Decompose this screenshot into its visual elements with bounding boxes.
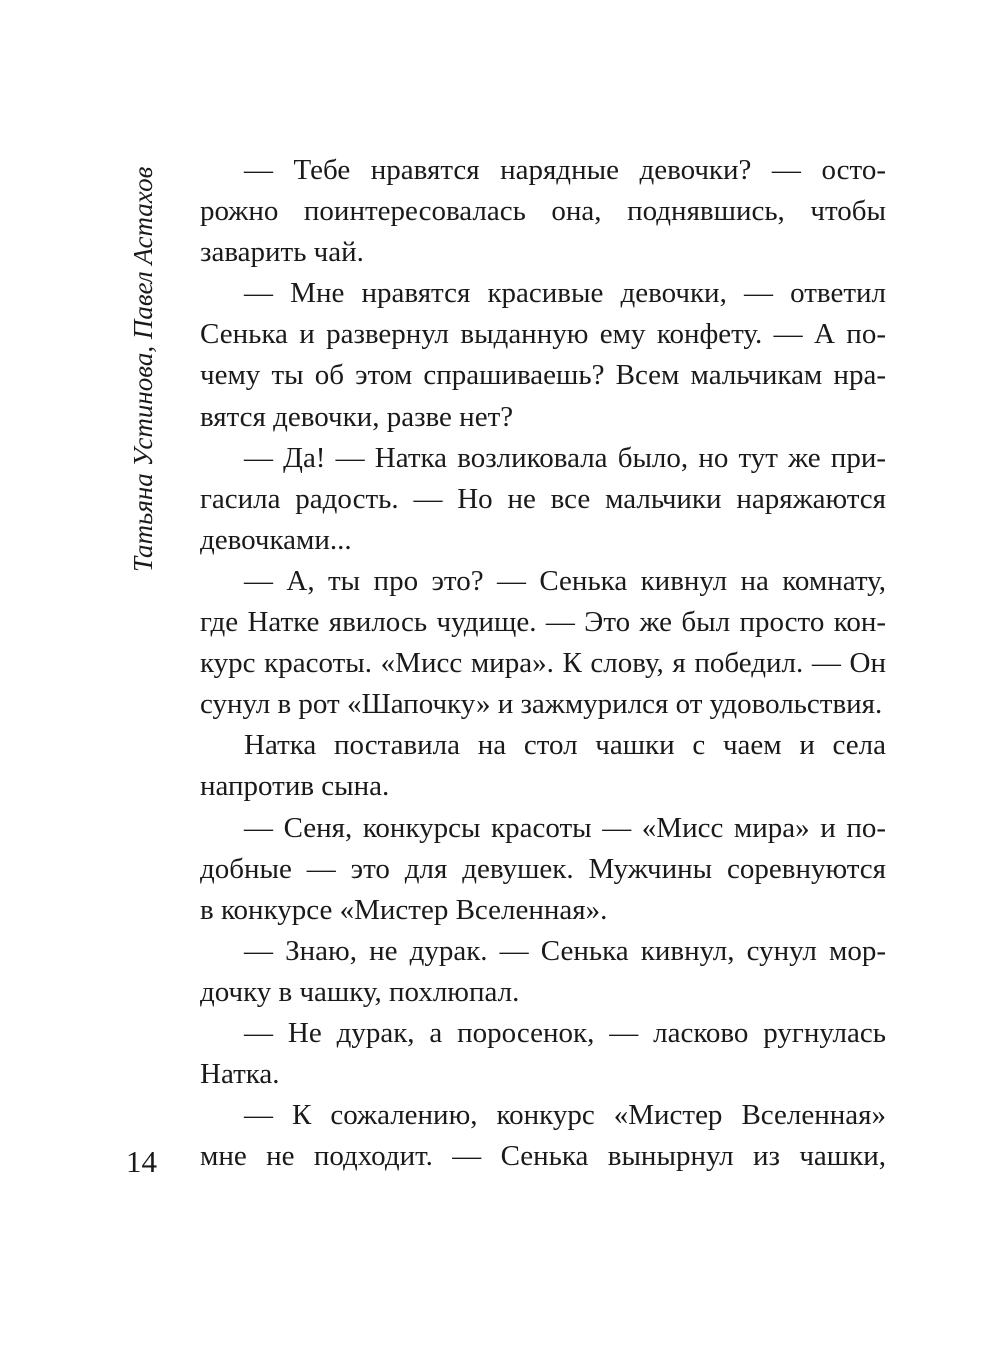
text-line: — К сожалению, конкурс «Мистер Вселенная»	[244, 1099, 886, 1132]
text-line: где Натке явилось чудище. — Это же был просто кон-	[200, 606, 886, 639]
text-line: заварить чай.	[200, 236, 364, 269]
running-head: Татьяна Устинова, Павел Астахов	[128, 166, 158, 572]
body-text	[200, 150, 886, 1177]
text-line: сунул в рот «Шапочку» и зажмурился от удовольствия.	[200, 688, 883, 721]
text-line: рожно поинтересовалась она, поднявшись, чтобы	[200, 195, 886, 228]
text-line: — Мне нравятся красивые девочки, — ответил	[244, 277, 886, 310]
text-line: напротив сына.	[200, 770, 390, 803]
text-line: гасила радость. — Но не все мальчики наряжаются	[200, 482, 886, 515]
text-line: Натка поставила на стол чашки с чаем и села	[244, 729, 886, 762]
text-line: Натка.	[200, 1058, 280, 1091]
text-line: девочками...	[200, 523, 352, 556]
text-line: — Знаю, не дурак. — Сенька кивнул, сунул мор-	[244, 934, 886, 967]
text-line: вятся девочки, разве нет?	[200, 400, 514, 433]
text-line: — Тебе нравятся нарядные девочки? — осто-	[244, 154, 886, 186]
text-line: мне не подходит. — Сенька вынырнул из чашки,	[200, 1140, 886, 1173]
text-line: — Не дурак, а поросенок, — ласково ругнулась	[244, 1016, 886, 1049]
text-line: Сенька и развернул выданную ему конфету. — А по-	[200, 318, 886, 351]
text-line: — Сеня, конкурсы красоты — «Мисс мира» и по-	[244, 811, 886, 844]
text-line: — Да! — Натка возликовала было, но тут же при-	[244, 441, 886, 474]
text-line: чему ты об этом спрашиваешь? Всем мальчикам нра-	[200, 359, 886, 392]
text-line: — А, ты про это? — Сенька кивнул на комнату,	[244, 564, 886, 597]
text-line: курс красоты. «Мисс мира». К слову, я победил. — Он	[200, 647, 886, 680]
text-line: дочку в чашку, похлюпал.	[200, 975, 520, 1008]
text-line: в конкурсе «Мистер Вселенная».	[200, 893, 608, 926]
page-number: 14	[126, 1144, 157, 1179]
text-line: добные — это для девушек. Мужчины соревнуются	[200, 852, 886, 885]
